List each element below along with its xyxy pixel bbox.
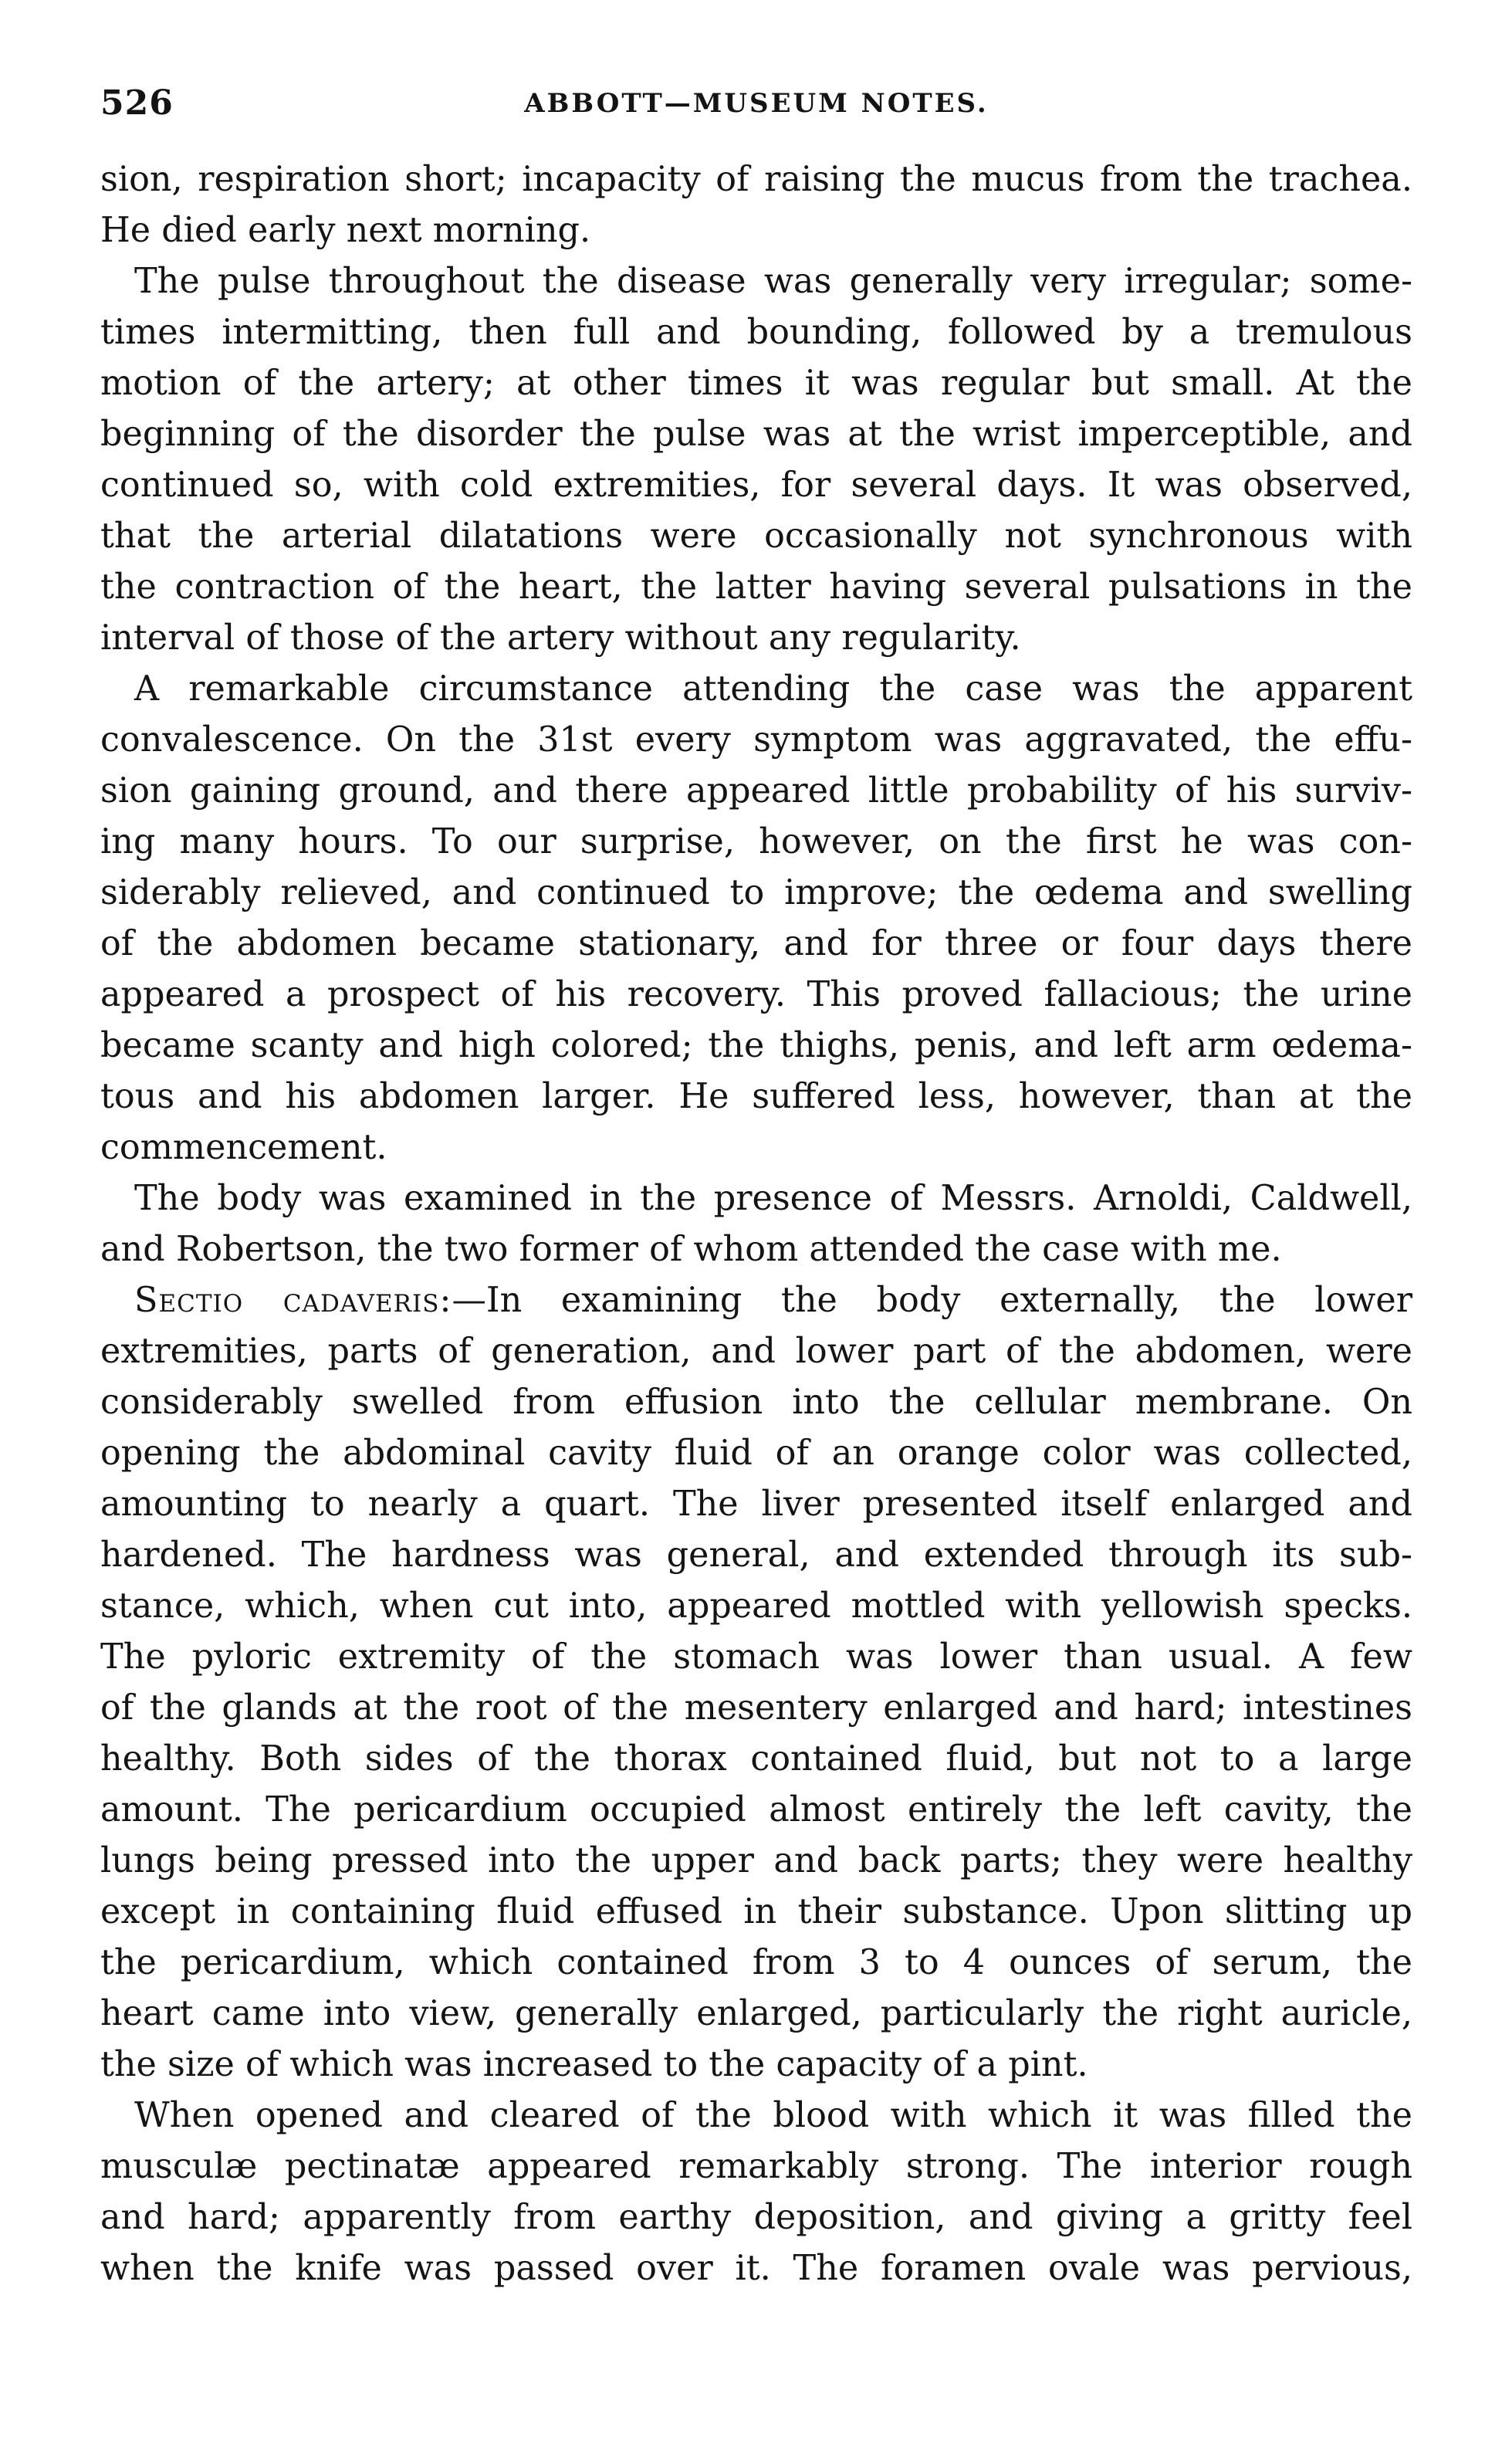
- running-head: ABBOTT—MUSEUM NOTES.: [524, 88, 989, 119]
- text-line: extremities, parts of generation, and lower part of the abdomen, were: [100, 1332, 1412, 1371]
- text-line: stance, which, when cut into, appeared mottled with yellowish specks.: [100, 1586, 1412, 1626]
- text-line: interval of those of the artery without any regularity.: [100, 618, 1021, 658]
- text-line: He died early next morning.: [100, 211, 591, 250]
- text-line: the pericardium, which contained from 3 to 4 ounces of serum, the: [100, 1943, 1412, 1982]
- text-line: times intermitting, then full and bounding, followed by a tremulous: [100, 313, 1412, 352]
- text-line: siderably relieved, and continued to improve; the œdema and swelling: [100, 873, 1412, 912]
- text-line: heart came into view, generally enlarged, particularly the right auricle,: [100, 1994, 1412, 2033]
- text-line: when the knife was passed over it. The foramen ovale was pervious,: [100, 2249, 1412, 2288]
- text-line: [100, 1275, 1412, 1326]
- text-line: When opened and cleared of the blood with which it was filled the: [134, 2096, 1412, 2135]
- text-line: The pulse throughout the disease was generally very irregular; some-: [134, 262, 1412, 301]
- body-text: [100, 154, 1412, 2294]
- paragraph: [100, 1173, 1412, 1275]
- text-line: the contraction of the heart, the latter having several pulsations in the: [100, 567, 1412, 607]
- text-line: and hard; apparently from earthy deposition, and giving a gritty feel: [100, 2198, 1412, 2237]
- text-line: sion gaining ground, and there appeared little probability of his surviv-: [100, 771, 1412, 811]
- paragraph: [100, 2090, 1412, 2294]
- text-line: of the glands at the root of the mesentery enlarged and hard; intestines: [100, 1688, 1412, 1728]
- text-line: and Robertson, the two former of whom attended the case with me.: [100, 1230, 1282, 1269]
- text-fragment: —In examining the body externally, the lower: [452, 1281, 1413, 1320]
- text-line: became scanty and high colored; the thighs, penis, and left arm œdema-: [100, 1026, 1412, 1065]
- text-line: ing many hours. To our surprise, however, on the first he was con-: [100, 822, 1412, 862]
- text-line: of the abdomen became stationary, and for three or four days there: [100, 924, 1412, 963]
- text-line: amount. The pericardium occupied almost entirely the left cavity, the: [100, 1790, 1412, 1830]
- text-line: that the arterial dilatations were occasionally not synchronous with: [100, 516, 1412, 556]
- text-line: The body was examined in the presence of Messrs. Arnoldi, Caldwell,: [134, 1179, 1412, 1218]
- text-line: beginning of the disorder the pulse was at the wrist imperceptible, and: [100, 415, 1412, 454]
- text-line: considerably swelled from effusion into the cellular membrane. On: [100, 1383, 1412, 1422]
- text-line: convalescence. On the 31st every symptom was aggravated, the effu-: [100, 720, 1412, 760]
- text-line: sion, respiration short; incapacity of raising the mucus from the trachea.: [100, 160, 1412, 199]
- text-line: appeared a prospect of his recovery. This proved fallacious; the urine: [100, 975, 1412, 1014]
- text-line: A remarkable circumstance attending the case was the apparent: [134, 669, 1412, 709]
- text-line: lungs being pressed into the upper and back parts; they were healthy: [100, 1841, 1412, 1880]
- text-line: motion of the artery; at other times it was regular but small. At the: [100, 364, 1412, 403]
- text-line: musculæ pectinatæ appeared remarkably strong. The interior rough: [100, 2147, 1412, 2186]
- paragraph: [100, 154, 1412, 256]
- section-lead: Sectio cadaveris:: [134, 1281, 452, 1320]
- text-line: except in containing fluid effused in their substance. Upon slitting up: [100, 1892, 1412, 1931]
- paragraph: [100, 1275, 1412, 2090]
- paragraph: [100, 664, 1412, 1173]
- document-page: [100, 77, 1412, 2294]
- page-number: 526: [100, 83, 174, 123]
- text-line: healthy. Both sides of the thorax contained fluid, but not to a large: [100, 1739, 1412, 1779]
- text-line: commencement.: [100, 1128, 387, 1167]
- text-line: amounting to nearly a quart. The liver presented itself enlarged and: [100, 1484, 1412, 1524]
- text-line: continued so, with cold extremities, for several days. It was observed,: [100, 465, 1412, 505]
- text-line: hardened. The hardness was general, and extended through its sub-: [100, 1535, 1412, 1575]
- text-line: opening the abdominal cavity fluid of an orange color was collected,: [100, 1434, 1412, 1473]
- page-header: [100, 77, 1412, 139]
- text-line: the size of which was increased to the capacity of a pint.: [100, 2045, 1088, 2084]
- paragraph: [100, 256, 1412, 664]
- text-line: tous and his abdomen larger. He suffered less, however, than at the: [100, 1077, 1412, 1116]
- text-line: The pyloric extremity of the stomach was lower than usual. A few: [100, 1637, 1412, 1677]
